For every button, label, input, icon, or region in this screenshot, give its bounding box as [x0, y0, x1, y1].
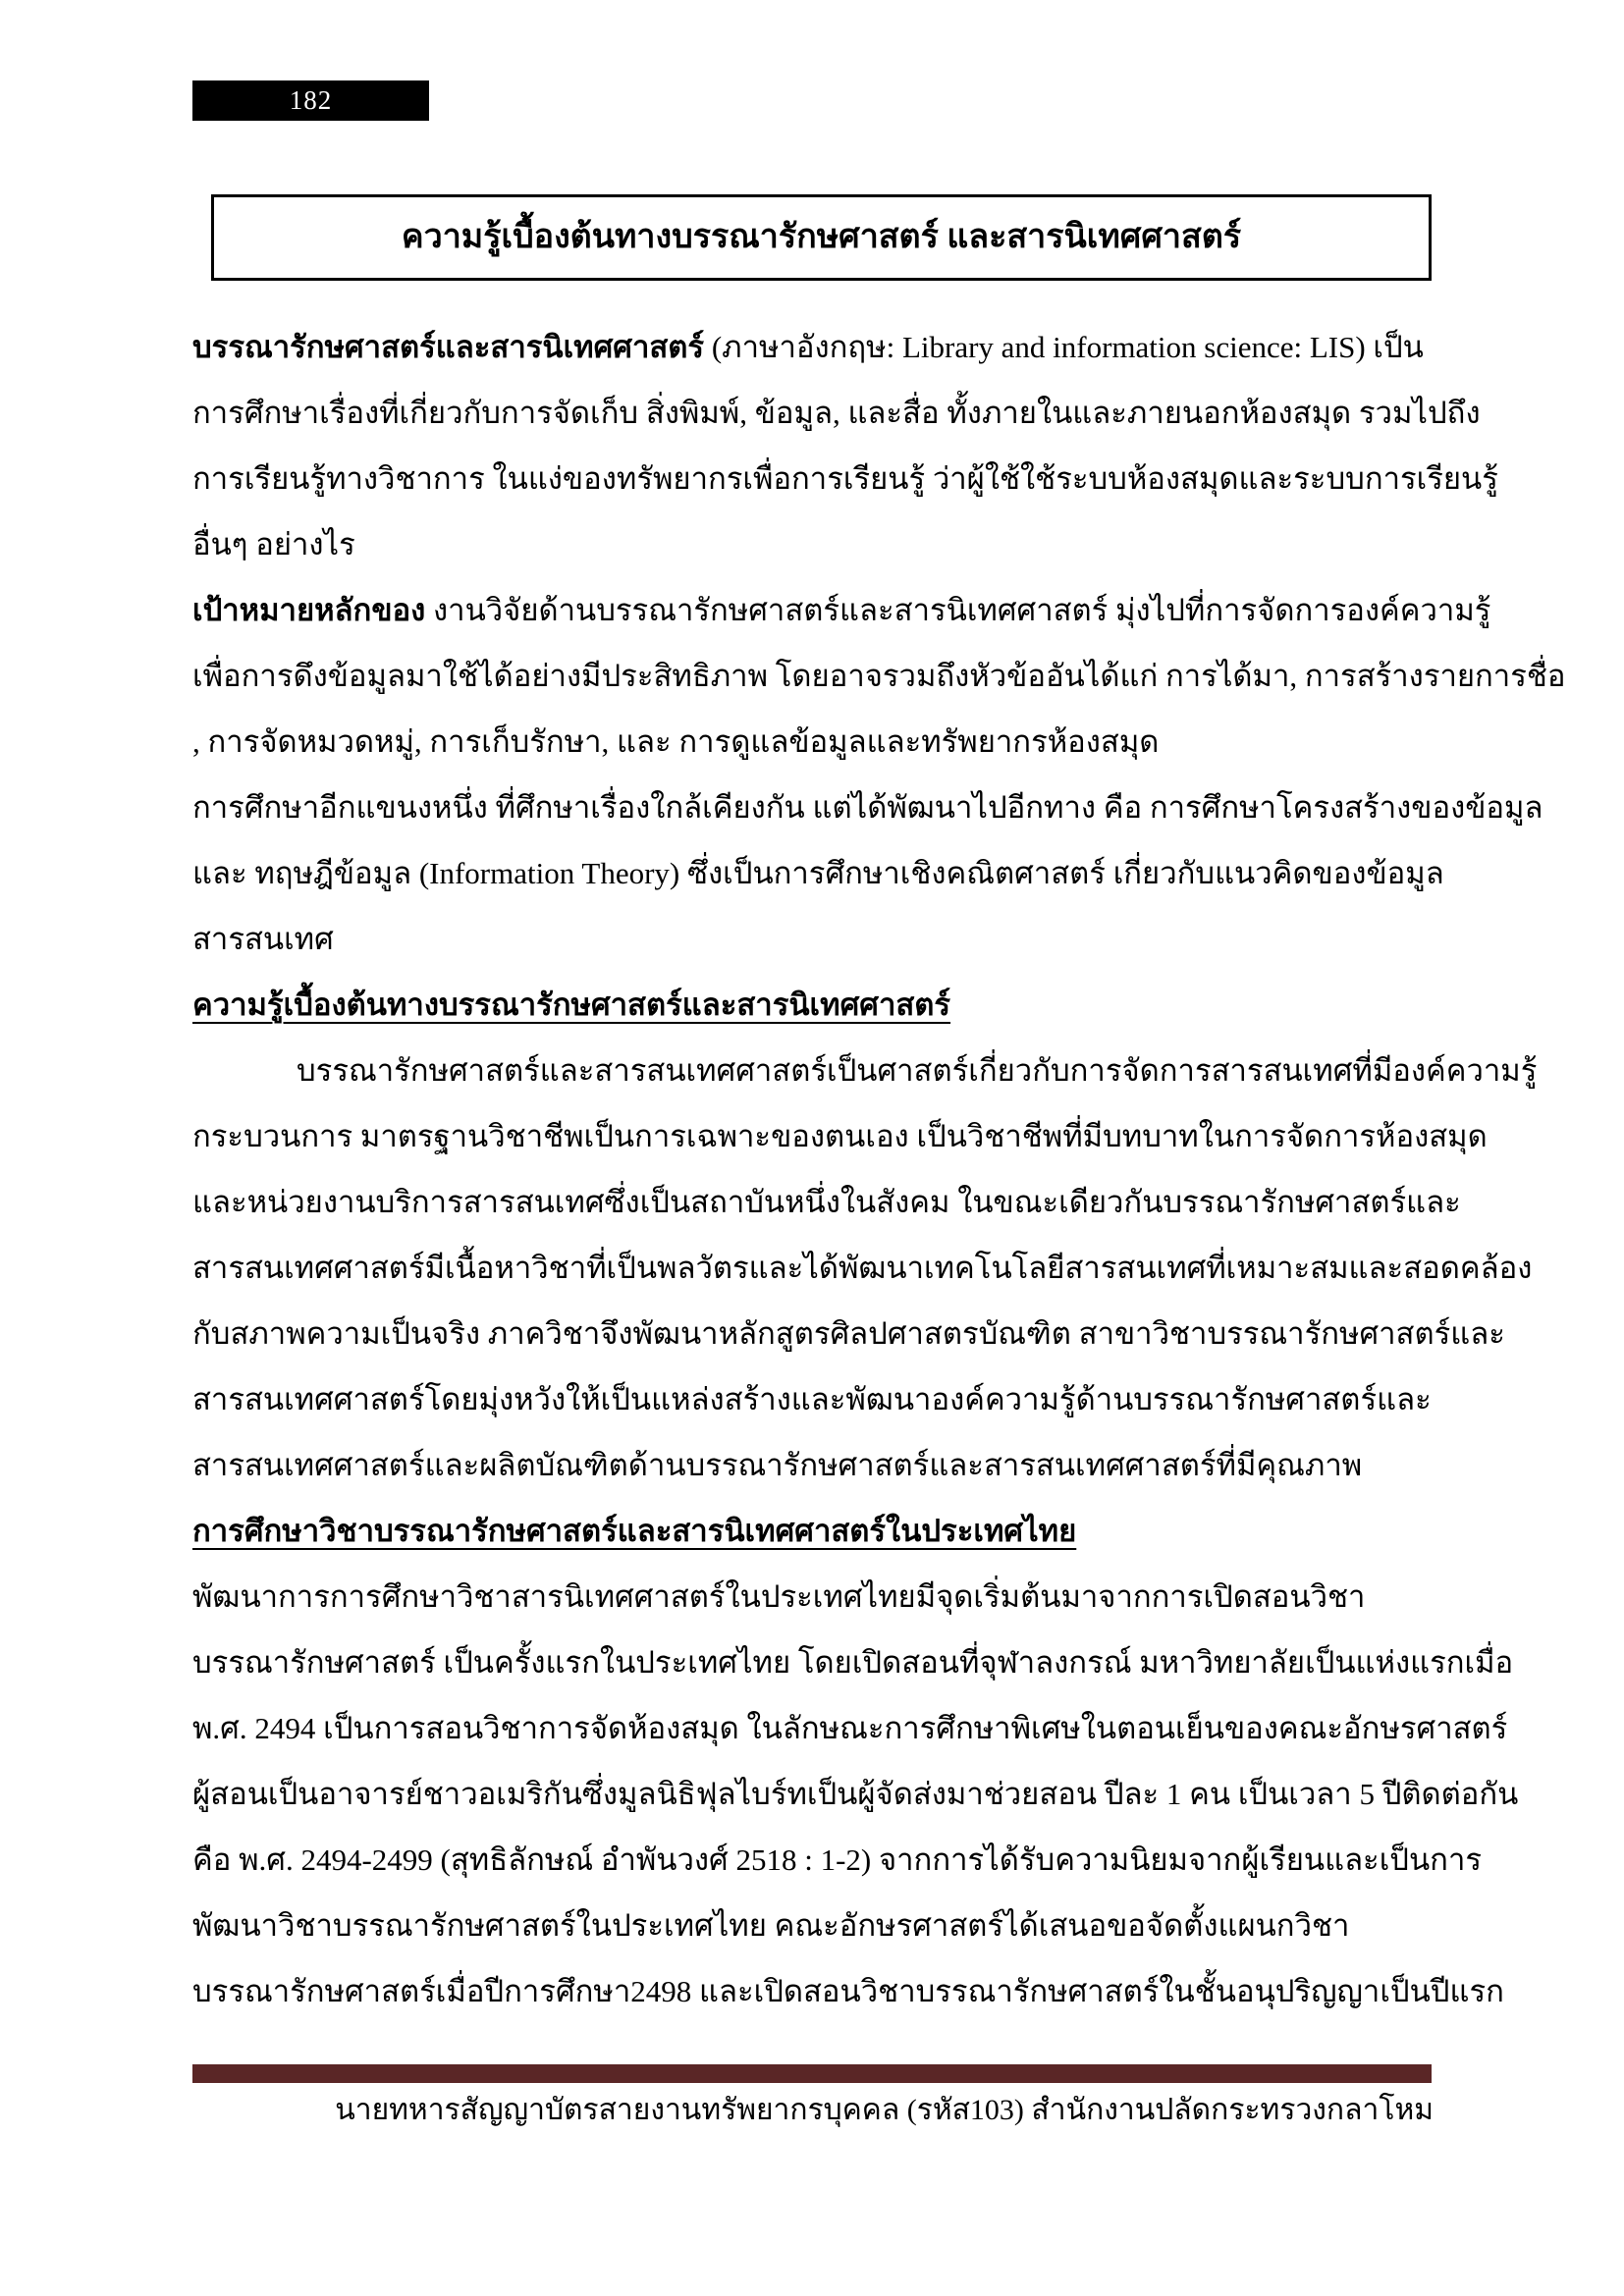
text-line	[192, 1893, 1439, 1958]
text-segment: กับสภาพความเป็นจริง ภาควิชาจึงพัฒนาหลักสูตรศิลปศาสตรบัณฑิต สาขาวิชาบรรณารักษศาสตร์และ	[192, 1316, 1505, 1351]
text-segment: พัฒนาการการศึกษาวิชาสารนิเทศศาสตร์ในประเทศไทยมีจุดเริ่มต้นมาจากการเปิดสอนวิชา	[192, 1579, 1366, 1614]
text-line	[192, 906, 1439, 972]
document-body	[192, 314, 1566, 2024]
text-line	[192, 1761, 1519, 1827]
text-segment: และหน่วยงานบริการสารสนเทศซึ่งเป็นสถาบันหนึ่งในสังคม ในขณะเดียวกันบรรณารักษศาสตร์และ	[192, 1185, 1461, 1219]
text-segment: อื่นๆ อย่างไร	[192, 527, 355, 561]
text-line	[192, 1103, 1488, 1169]
text-line	[192, 1366, 1439, 1432]
text-segment: สารสนเทศศาสตร์มีเนื้อหาวิชาที่เป็นพลวัตรและได้พัฒนาเทคโนโลยีสารสนเทศที่เหมาะสมและสอดคล้อง	[192, 1251, 1533, 1285]
text-segment: บรรณารักษศาสตร์และสารนิเทศศาสตร์	[192, 330, 705, 364]
section-heading	[192, 1498, 1439, 1564]
text-segment: เป้าหมายหลักของ	[192, 593, 426, 627]
section-heading	[192, 972, 1439, 1038]
text-segment: การศึกษาอีกแขนงหนึ่ง ที่ศึกษาเรื่องใกล้เคียงกัน แต่ได้พัฒนาไปอีกทาง คือ การศึกษาโครงสร้างของข้อมูล	[192, 790, 1543, 825]
text-line	[192, 1629, 1514, 1695]
document-title: ความรู้เบื้องต้นทางบรรณารักษศาสตร์ และสารนิเทศศาสตร์	[401, 219, 1242, 255]
text-segment: บรรณารักษศาสตร์เมื่อปีการศึกษา2498 และเปิดสอนวิชาบรรณารักษศาสตร์ในชั้นอนุปริญญาเป็นปีแรก	[192, 1974, 1504, 2008]
text-line	[192, 380, 1481, 446]
document-title-box	[211, 194, 1432, 281]
text-line	[192, 446, 1498, 511]
text-line	[192, 709, 1439, 774]
text-line	[192, 511, 1439, 577]
text-line	[192, 1301, 1505, 1366]
text-segment: พัฒนาวิชาบรรณารักษศาสตร์ในประเทศไทย คณะอักษรศาสตร์ได้เสนอขอจัดตั้งแผนกวิชา	[192, 1908, 1350, 1943]
text-line	[192, 1235, 1533, 1301]
text-segment: สารสนเทศศาสตร์และผลิตบัณฑิตด้านบรรณารักษศาสตร์และสารสนเทศศาสตร์ที่มีคุณภาพ	[192, 1448, 1363, 1482]
text-segment: และ ทฤษฎีข้อมูล (Information Theory) ซึ่งเป็นการศึกษาเชิงคณิตศาสตร์ เกี่ยวกับแนวคิดของข้อมูล	[192, 856, 1444, 890]
text-line	[192, 1695, 1508, 1761]
text-segment: สารสนเทศศาสตร์โดยมุ่งหวังให้เป็นแหล่งสร้างและพัฒนาองค์ความรู้ด้านบรรณารักษศาสตร์และ	[192, 1382, 1432, 1416]
text-segment: ความรู้เบื้องต้นทางบรรณารักษศาสตร์และสารนิเทศศาสตร์	[192, 988, 951, 1022]
text-segment: บรรณารักษศาสตร์และสารสนเทศศาสตร์เป็นศาสตร์เกี่ยวกับการจัดการสารสนเทศที่มีองค์ความรู้	[297, 1053, 1538, 1088]
text-line	[192, 1169, 1461, 1235]
text-line	[192, 1038, 1538, 1103]
text-segment: ผู้สอนเป็นอาจารย์ชาวอเมริกันซึ่งมูลนิธิฟุลไบร์ทเป็นผู้จัดส่งมาช่วยสอน ปีละ 1 คน เป็นเวลา 5 ปีติดต่อกัน	[192, 1777, 1519, 1811]
text-segment: พ.ศ. 2494 เป็นการสอนวิชาการจัดห้องสมุด ในลักษณะการศึกษาพิเศษในตอนเย็นของคณะอักษรศาสตร์	[192, 1711, 1508, 1745]
footer-rule	[192, 2064, 1432, 2083]
text-segment: การศึกษาวิชาบรรณารักษศาสตร์และสารนิเทศศาสตร์ในประเทศไทย	[192, 1514, 1077, 1548]
text-segment: เพื่อการดึงข้อมูลมาใช้ได้อย่างมีประสิทธิภาพ โดยอาจรวมถึงหัวข้ออันได้แก่ การได้มา, การสร้างรายการชื่อ	[192, 659, 1566, 693]
footer-text: นายทหารสัญญาบัตรสายงานทรัพยากรบุคคล (รหัส103) สำนักงานปลัดกระทรวงกลาโหม	[335, 2094, 1434, 2126]
text-segment: คือ พ.ศ. 2494-2499 (สุทธิลักษณ์ อำพันวงศ์ 2518 : 1-2) จากการได้รับความนิยมจากผู้เรียนและเป็นการ	[192, 1842, 1483, 1877]
text-line	[192, 840, 1444, 906]
text-line	[192, 1564, 1439, 1629]
page-number: 182	[289, 85, 333, 115]
text-segment: งานวิจัยด้านบรรณารักษศาสตร์และสารนิเทศศาสตร์ มุ่งไปที่การจัดการองค์ความรู้	[425, 593, 1491, 627]
text-line	[192, 577, 1491, 643]
text-line	[192, 1958, 1504, 2024]
text-line	[192, 643, 1566, 709]
text-segment: (ภาษาอังกฤษ: Library and information science: LIS) เป็น	[704, 330, 1424, 364]
text-segment: บรรณารักษศาสตร์ เป็นครั้งแรกในประเทศไทย โดยเปิดสอนที่จุฬาลงกรณ์ มหาวิทยาลัยเป็นแห่งแรกเมื่อ	[192, 1645, 1514, 1680]
page-number-badge	[192, 80, 429, 121]
text-segment: สารสนเทศ	[192, 922, 334, 956]
text-line	[192, 1432, 1439, 1498]
text-segment: การศึกษาเรื่องที่เกี่ยวกับการจัดเก็บ สิ่งพิมพ์, ข้อมูล, และสื่อ ทั้งภายในและภายนอกห้องสมุด รวมไปถึง	[192, 396, 1481, 430]
text-segment: กระบวนการ มาตรฐานวิชาชีพเป็นการเฉพาะของตนเอง เป็นวิชาชีพที่มีบทบาทในการจัดการห้องสมุด	[192, 1119, 1488, 1153]
text-line	[192, 314, 1439, 380]
text-segment: , การจัดหมวดหมู่, การเก็บรักษา, และ การดูแลข้อมูลและทรัพยากรห้องสมุด	[192, 724, 1160, 759]
text-segment: การเรียนรู้ทางวิชาการ ในแง่ของทรัพยากรเพื่อการเรียนรู้ ว่าผู้ใช้ใช้ระบบห้องสมุดและระบบการเรียนรู้	[192, 461, 1498, 496]
text-line	[192, 1827, 1483, 1893]
text-line	[192, 774, 1543, 840]
